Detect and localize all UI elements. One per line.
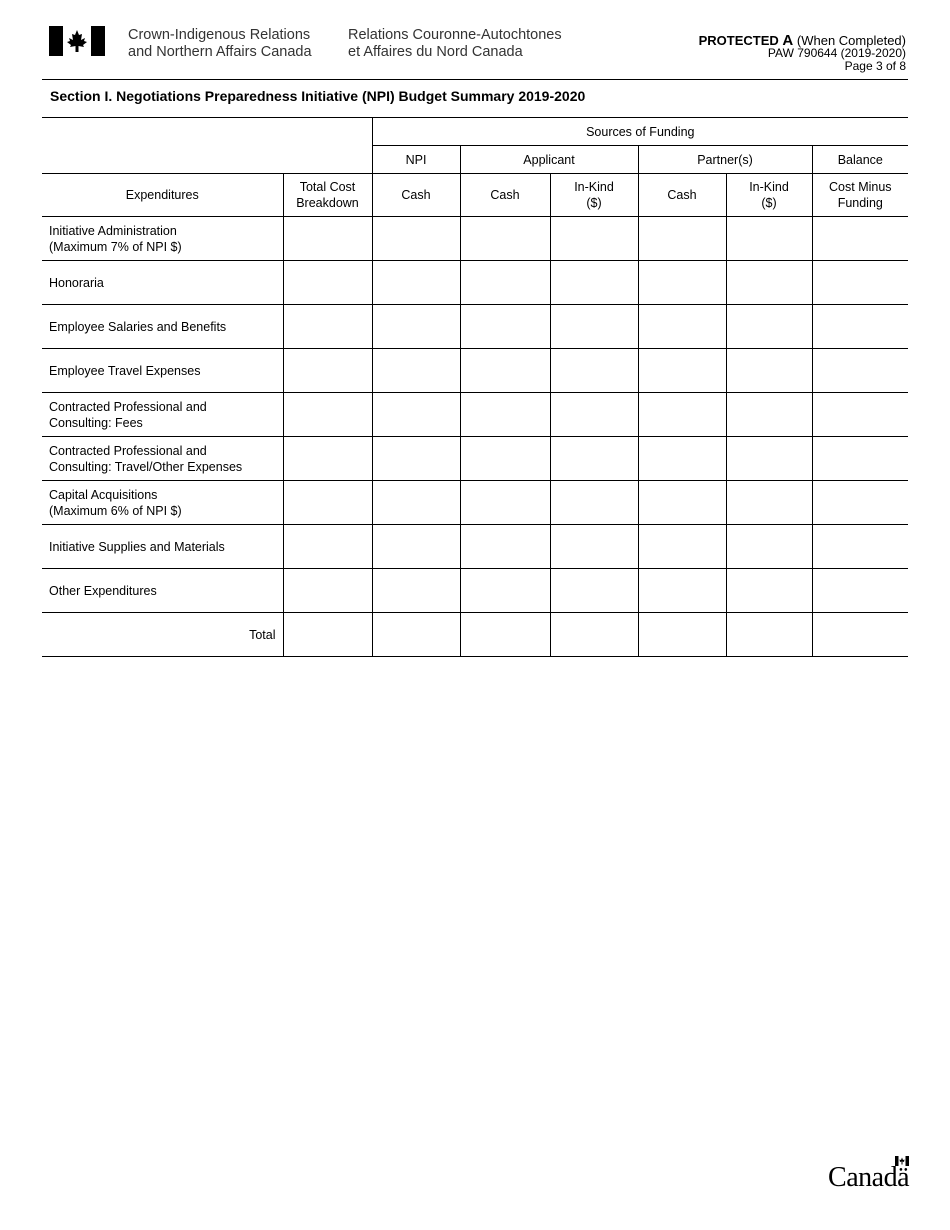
partner-cash-input[interactable] — [638, 393, 726, 437]
col-total-cost-line2: Breakdown — [296, 196, 359, 210]
department-name-french — [348, 27, 562, 61]
applicant-cash-input[interactable] — [460, 569, 550, 613]
npi-cash-input[interactable] — [372, 217, 460, 261]
sources-of-funding-header: Sources of Funding — [372, 118, 908, 146]
group-partners: Partner(s) — [638, 146, 812, 174]
row-label-line2: (Maximum 7% of NPI $) — [49, 239, 182, 254]
total-cost-input[interactable] — [283, 569, 372, 613]
total-row — [42, 613, 908, 657]
applicant-inkind-input[interactable] — [550, 481, 638, 525]
applicant-cash-input[interactable] — [460, 393, 550, 437]
applicant-inkind-input[interactable] — [550, 525, 638, 569]
row-label-line1: Capital Acquisitions — [49, 487, 158, 502]
col-partner-inkind-line2: ($) — [761, 196, 777, 210]
npi-cash-input[interactable] — [372, 261, 460, 305]
balance-total-input[interactable] — [812, 613, 908, 657]
partner-inkind-input[interactable] — [726, 393, 812, 437]
balance-input[interactable] — [812, 349, 908, 393]
total-cost-input[interactable] — [283, 525, 372, 569]
total-cost-input[interactable] — [283, 349, 372, 393]
protected-note: (When Completed) — [796, 33, 906, 48]
group-balance: Balance — [812, 146, 908, 174]
npi-cash-input[interactable] — [372, 481, 460, 525]
row-label-line1: Employee Salaries and Benefits — [49, 319, 227, 334]
page-indicator: Page 3 of 8 — [844, 59, 906, 73]
total-cost-input[interactable] — [283, 261, 372, 305]
table-row — [42, 217, 908, 261]
budget-summary-table — [42, 117, 908, 657]
applicant-cash-total-input[interactable] — [460, 613, 550, 657]
department-en-line1: Crown-Indigenous Relations — [128, 27, 311, 43]
group-npi: NPI — [372, 146, 460, 174]
npi-cash-input[interactable] — [372, 525, 460, 569]
table-row — [42, 305, 908, 349]
partner-inkind-input[interactable] — [726, 569, 812, 613]
npi-cash-input[interactable] — [372, 305, 460, 349]
protected-label: PROTECTED — [698, 33, 779, 48]
balance-input[interactable] — [812, 217, 908, 261]
table-row — [42, 261, 908, 305]
table-row — [42, 349, 908, 393]
row-label-line1: Initiative Supplies and Materials — [49, 539, 225, 554]
row-label-line1: Honoraria — [49, 275, 104, 290]
row-label-line2: Consulting: Fees — [49, 415, 143, 430]
partner-inkind-input[interactable] — [726, 437, 812, 481]
table-row — [42, 393, 908, 437]
protected-level: A — [782, 32, 794, 49]
row-label-line2: Consulting: Travel/Other Expenses — [49, 459, 243, 474]
partner-inkind-input[interactable] — [726, 481, 812, 525]
partner-inkind-input[interactable] — [726, 261, 812, 305]
applicant-cash-input[interactable] — [460, 305, 550, 349]
partner-inkind-input[interactable] — [726, 349, 812, 393]
balance-input[interactable] — [812, 525, 908, 569]
row-label-line1: Contracted Professional and — [49, 443, 207, 458]
applicant-inkind-input[interactable] — [550, 437, 638, 481]
page-header — [0, 0, 950, 80]
row-label-line1: Initiative Administration — [49, 223, 177, 238]
total-cost-input[interactable] — [283, 481, 372, 525]
group-applicant: Applicant — [460, 146, 638, 174]
applicant-cash-input[interactable] — [460, 437, 550, 481]
partner-cash-input[interactable] — [638, 217, 726, 261]
total-cost-input[interactable] — [283, 393, 372, 437]
col-balance-line1: Cost Minus — [829, 180, 892, 194]
header-row-sources — [42, 118, 908, 146]
col-applicant-inkind — [550, 174, 638, 217]
form-number: PAW 790644 (2019-2020) — [767, 46, 906, 60]
col-npi-cash: Cash — [372, 174, 460, 217]
balance-input[interactable] — [812, 569, 908, 613]
col-applicant-inkind-line2: ($) — [586, 196, 602, 210]
department-en-line2: and Northern Affairs Canada — [128, 44, 312, 60]
applicant-inkind-input[interactable] — [550, 217, 638, 261]
row-label — [42, 525, 283, 569]
balance-input[interactable] — [812, 261, 908, 305]
row-label — [42, 481, 283, 525]
col-partner-cash: Cash — [638, 174, 726, 217]
header-blank-cell — [42, 118, 372, 174]
npi-cash-total-input[interactable] — [372, 613, 460, 657]
total-cost-total-input[interactable] — [283, 613, 372, 657]
balance-input[interactable] — [812, 393, 908, 437]
applicant-cash-input[interactable] — [460, 481, 550, 525]
applicant-inkind-input[interactable] — [550, 261, 638, 305]
col-total-cost-line1: Total Cost — [299, 180, 356, 194]
balance-input[interactable] — [812, 437, 908, 481]
department-fr-line2: et Affaires du Nord Canada — [348, 44, 523, 60]
npi-cash-input[interactable] — [372, 349, 460, 393]
partner-cash-input[interactable] — [638, 481, 726, 525]
partner-cash-input[interactable] — [638, 305, 726, 349]
department-fr-line1: Relations Couronne-Autochtones — [348, 27, 562, 43]
partner-cash-input[interactable] — [638, 437, 726, 481]
applicant-inkind-input[interactable] — [550, 305, 638, 349]
partner-cash-input[interactable] — [638, 261, 726, 305]
col-applicant-cash: Cash — [460, 174, 550, 217]
col-expenditures: Expenditures — [42, 174, 283, 217]
row-label — [42, 217, 283, 261]
row-label-line2: (Maximum 6% of NPI $) — [49, 503, 182, 518]
col-partner-inkind — [726, 174, 812, 217]
partner-cash-input[interactable] — [638, 349, 726, 393]
table-row — [42, 525, 908, 569]
applicant-inkind-input[interactable] — [550, 393, 638, 437]
applicant-cash-input[interactable] — [460, 261, 550, 305]
row-label-line1: Other Expenditures — [49, 583, 157, 598]
table-row — [42, 481, 908, 525]
partner-inkind-input[interactable] — [726, 217, 812, 261]
balance-input[interactable] — [812, 481, 908, 525]
applicant-cash-input[interactable] — [460, 525, 550, 569]
total-cost-input[interactable] — [283, 305, 372, 349]
applicant-cash-input[interactable] — [460, 217, 550, 261]
partner-cash-input[interactable] — [638, 569, 726, 613]
row-label — [42, 305, 283, 349]
row-label-line1: Contracted Professional and — [49, 399, 207, 414]
npi-cash-input[interactable] — [372, 437, 460, 481]
total-cost-input[interactable] — [283, 217, 372, 261]
protection-block — [699, 34, 906, 73]
row-label — [42, 349, 283, 393]
col-balance-line2: Funding — [837, 196, 883, 210]
canada-flag-icon — [49, 26, 105, 56]
partner-cash-total-input[interactable] — [638, 613, 726, 657]
row-label — [42, 437, 283, 481]
department-name-english — [128, 27, 312, 61]
balance-input[interactable] — [812, 305, 908, 349]
partner-inkind-total-input[interactable] — [726, 613, 812, 657]
row-label — [42, 569, 283, 613]
total-label: Total — [42, 613, 283, 657]
applicant-cash-input[interactable] — [460, 349, 550, 393]
total-cost-input[interactable] — [283, 437, 372, 481]
npi-cash-input[interactable] — [372, 569, 460, 613]
section-title: Section I. Negotiations Preparedness Initiative (NPI) Budget Summary 2019-2020 — [50, 88, 586, 104]
header-divider — [42, 79, 908, 80]
header-row-columns — [42, 174, 908, 217]
table-row — [42, 437, 908, 481]
applicant-inkind-input[interactable] — [550, 349, 638, 393]
canada-wordmark: Canadä — [828, 1162, 909, 1193]
npi-cash-input[interactable] — [372, 393, 460, 437]
applicant-inkind-input[interactable] — [550, 569, 638, 613]
partner-cash-input[interactable] — [638, 525, 726, 569]
row-label — [42, 261, 283, 305]
col-partner-inkind-line1: In-Kind — [749, 180, 789, 194]
col-balance — [812, 174, 908, 217]
col-total-cost — [283, 174, 372, 217]
applicant-inkind-total-input[interactable] — [550, 613, 638, 657]
table-row — [42, 569, 908, 613]
row-label-line1: Employee Travel Expenses — [49, 363, 201, 378]
col-applicant-inkind-line1: In-Kind — [574, 180, 614, 194]
partner-inkind-input[interactable] — [726, 305, 812, 349]
partner-inkind-input[interactable] — [726, 525, 812, 569]
row-label — [42, 393, 283, 437]
